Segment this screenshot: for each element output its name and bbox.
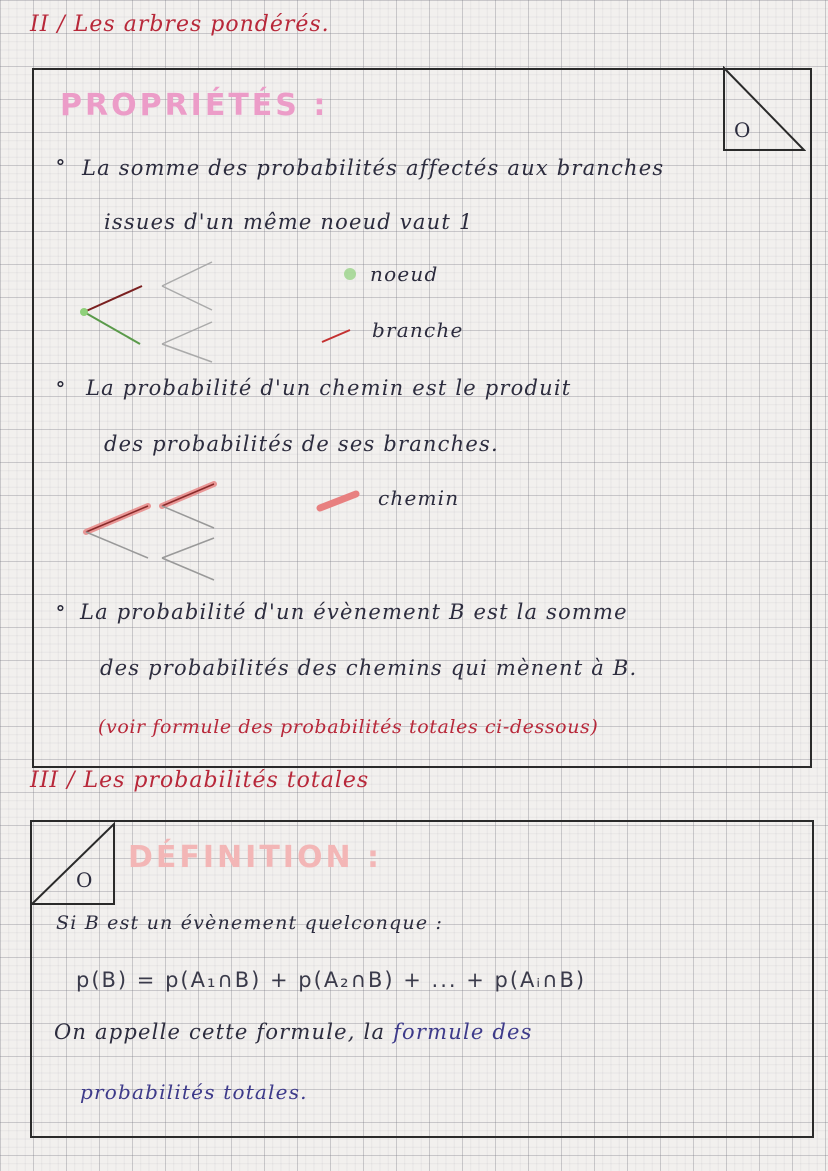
definition-line-1: Si B est un évènement quelconque : — [56, 912, 444, 934]
bullet-1-line-2: issues d'un même noeud vaut 1 — [104, 210, 474, 234]
bullet-1-line-1: La somme des probabilités affectés aux branches — [82, 156, 665, 180]
legend-node: noeud — [370, 262, 439, 286]
properties-title: PROPRIÉTÉS : — [60, 88, 329, 123]
definition-title: DÉFINITION : — [128, 840, 382, 875]
bullet-3-line-2: des probabilités des chemins qui mènent à B. — [100, 656, 638, 680]
total-probability-formula: p(B) = p(A₁∩B) + p(A₂∩B) + ... + p(Aᵢ∩B) — [76, 968, 587, 992]
section-3-title: Les probabilités totales — [83, 768, 370, 793]
section-2-heading — [30, 12, 330, 37]
definition-line-3-prefix: On appelle cette formule, la — [54, 1020, 386, 1044]
definition-line-3-emph: formule des — [393, 1020, 533, 1044]
definition-line-4: probabilités totales. — [80, 1080, 308, 1104]
legend-path: chemin — [378, 486, 460, 510]
section-3-heading — [30, 768, 369, 793]
bullet-3-line-1: La probabilité d'un évènement B est la somme — [80, 600, 628, 624]
bullet-3-note: (voir formule des probabilités totales ci-dessous) — [98, 716, 599, 738]
bullet-icon: ∘ — [55, 372, 66, 397]
corner-mark-left: O — [76, 868, 94, 892]
path-stroke-icon — [314, 488, 364, 514]
section-2-number: II / — [30, 12, 66, 37]
branch-line-icon — [318, 326, 358, 346]
tree-diagram-path — [80, 476, 230, 586]
corner-triangle-top — [720, 66, 806, 152]
tree-diagram-branches — [70, 250, 230, 370]
bullet-icon: ∘ — [55, 150, 66, 175]
section-3-number: III / — [30, 768, 76, 793]
node-dot-icon — [340, 264, 360, 284]
bullet-2-line-2: des probabilités de ses branches. — [104, 432, 499, 456]
section-2-title: Les arbres pondérés. — [73, 12, 330, 37]
corner-mark-top: O — [734, 118, 752, 142]
bullet-2-line-1: La probabilité d'un chemin est le produit — [86, 376, 572, 400]
legend-branch: branche — [372, 318, 464, 342]
corner-triangle-left — [30, 822, 120, 908]
bullet-icon: ∘ — [55, 596, 66, 621]
definition-line-3 — [54, 1020, 533, 1044]
